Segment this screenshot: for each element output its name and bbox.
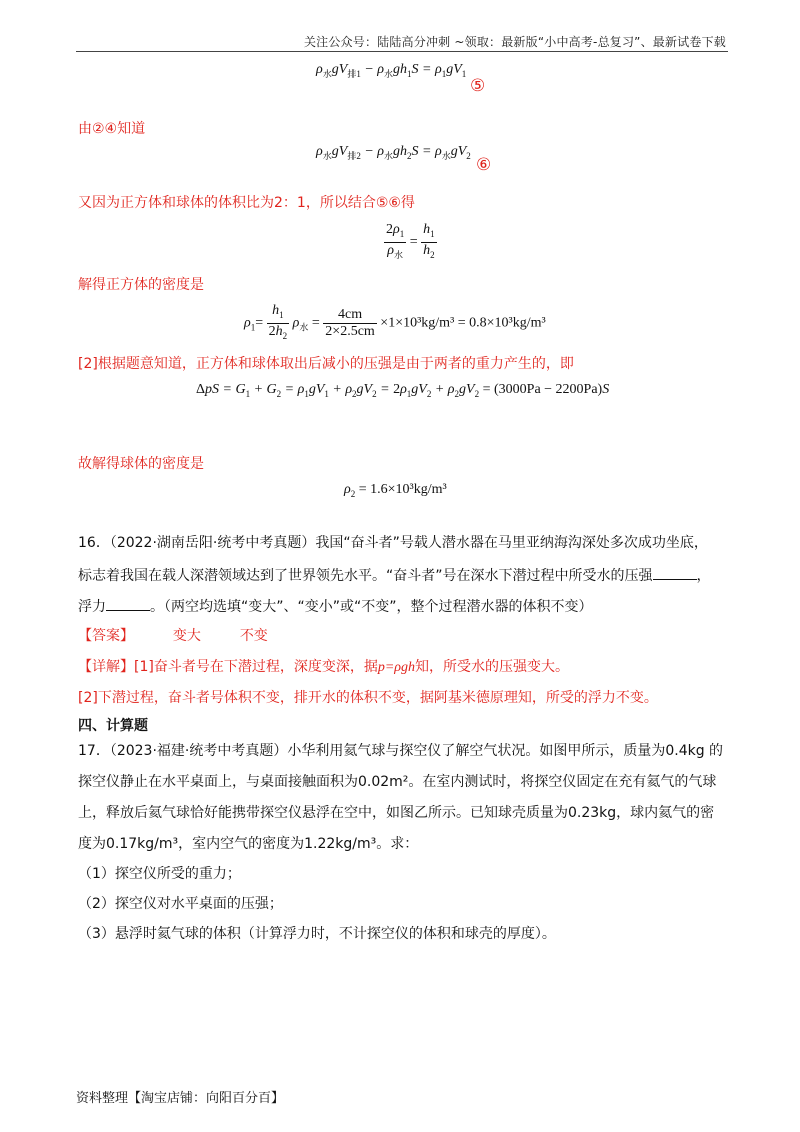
detail-tag: 【详解】 bbox=[78, 659, 134, 675]
line-density1: 解得正方体的密度是 bbox=[78, 277, 204, 293]
line-density2: 故解得球体的密度是 bbox=[78, 456, 204, 472]
q17-sub3: （3）悬浮时氦气球的体积（计算浮力时，不计探空仪的体积和球壳的厚度）。 bbox=[78, 926, 556, 942]
equation-rho1: $\rho_1=$ $\frac{h_1}{2h_2}$ $\rho_水$ = $\frac{4cm}{2\times 2.5cm}$ ×1×10³kg/m³ = 0.8×10³kg/m³ bbox=[244, 303, 546, 341]
detail1-text-a: [1]奋斗者号在下潜过程，深度变深，据 bbox=[134, 659, 378, 675]
rho2-tail: = 1.6×10³kg/m³ bbox=[358, 482, 447, 497]
line-ratio: 又因为正方体和球体的体积比为2：1，所以结合⑤⑥得 bbox=[78, 195, 415, 211]
detail1-text-b: 知，所受水的压强变大。 bbox=[415, 659, 570, 675]
answer-2: 不变 bbox=[239, 628, 268, 644]
q16-line3-hint: 。（两空均选填“变大”、“变小”或“不变”，整个过程潜水器的体积不变） bbox=[150, 599, 593, 615]
rho1-tail: ×1×10³kg/m³ = 0.8×10³kg/m³ bbox=[380, 315, 546, 331]
equation-6: $\rho_水gV_{排2} - \rho_水gh_2S = \rho_水gV_2$ bbox=[316, 144, 471, 161]
cm-numerator: 4cm bbox=[323, 307, 377, 324]
equation-ratio: $\frac{2\rho_1}{\rho_水}$ = $\frac{h_1}{h_2}$ bbox=[386, 222, 435, 260]
detail1-formula: p=ρgh bbox=[377, 660, 416, 675]
section-title: 四、计算题 bbox=[78, 718, 148, 734]
answer-tag: 【答案】 bbox=[78, 628, 134, 644]
q16-line2-comma: ， bbox=[696, 568, 711, 584]
delta-p-tail: = (3000Pa − 2200Pa) bbox=[482, 382, 603, 397]
q16-detail2: [2]下潜过程，奋斗者号体积不变，排开水的体积不变，据阿基米德原理知，所受的浮力不变。 bbox=[78, 690, 658, 706]
equation-rho2: $\rho_2 = 1.6\times 10^3kg/m^3$ bbox=[344, 482, 447, 499]
q16-detail1 bbox=[78, 657, 569, 678]
q16-blank-buoyancy[interactable] bbox=[106, 596, 150, 611]
q16-answer bbox=[78, 626, 268, 646]
q16-line2 bbox=[78, 565, 711, 586]
q16-line3 bbox=[78, 596, 593, 617]
cm-denominator: 2×2.5cm bbox=[325, 323, 375, 339]
q17-line3: 上，释放后氦气球恰好能携带探空仪悬浮在空中，如图乙所示。已知球壳质量为0.23kg，球内氦气的密 bbox=[78, 805, 715, 821]
q17-sub2: （2）探空仪对水平桌面的压强； bbox=[78, 896, 283, 912]
equation-delta-p: $\Delta pS = G_1 + G_2 = \rho_1gV_1 + \rho_2gV_2 = 2\rho_1gV_2 + \rho_2gV_2 = (3000Pa - 2200Pa)S$ bbox=[196, 382, 610, 399]
answer-1: 变大 bbox=[172, 628, 201, 644]
q17-sub1: （1）探空仪所受的重力； bbox=[78, 866, 241, 882]
q16-blank-pressure[interactable] bbox=[653, 565, 697, 580]
header-divider bbox=[76, 51, 728, 52]
page-footer: 资料整理【淘宝店铺：向阳百分百】 bbox=[76, 1091, 285, 1106]
equation-6-label: ⑥ bbox=[476, 155, 492, 175]
page-header: 关注公众号：陆陆高分冲刺 ~领取：最新版“小中高考-总复习”、最新试卷下载 bbox=[303, 35, 726, 49]
q16-line2-text: 标志着我国在载人深潜领域达到了世界领先水平。“奋斗者”号在深水下潜过程中所受水的压强 bbox=[78, 568, 653, 584]
q17-line1: 17．（2023·福建·统考中考真题）小华利用氦气球与探空仪了解空气状况。如图甲所示，质量为0.4kg 的 bbox=[78, 743, 724, 759]
equation-5: $\rho_水gV_{排1} - \rho_水gh_1S = \rho_1gV_1$ bbox=[316, 62, 467, 79]
q16-line1: 16．（2022·湖南岳阳·统考中考真题）我国“奋斗者”号载人潜水器在马里亚纳海沟深处多次成功坐底， bbox=[78, 535, 708, 551]
q16-line3-text: 浮力 bbox=[78, 599, 106, 615]
line-part2: [2]根据题意知道，正方体和球体取出后减小的压强是由于两者的重力产生的，即 bbox=[78, 356, 574, 372]
q17-line2: 探空仪静止在水平桌面上，与桌面接触面积为0.02m²。在室内测试时，将探空仪固定在充有氦气的气球 bbox=[78, 774, 717, 790]
line-by24: 由②④知道 bbox=[78, 121, 146, 137]
q17-line4: 度为0.17kg/m³，室内空气的密度为1.22kg/m³。求： bbox=[78, 836, 419, 852]
equation-5-label: ⑤ bbox=[470, 76, 486, 96]
